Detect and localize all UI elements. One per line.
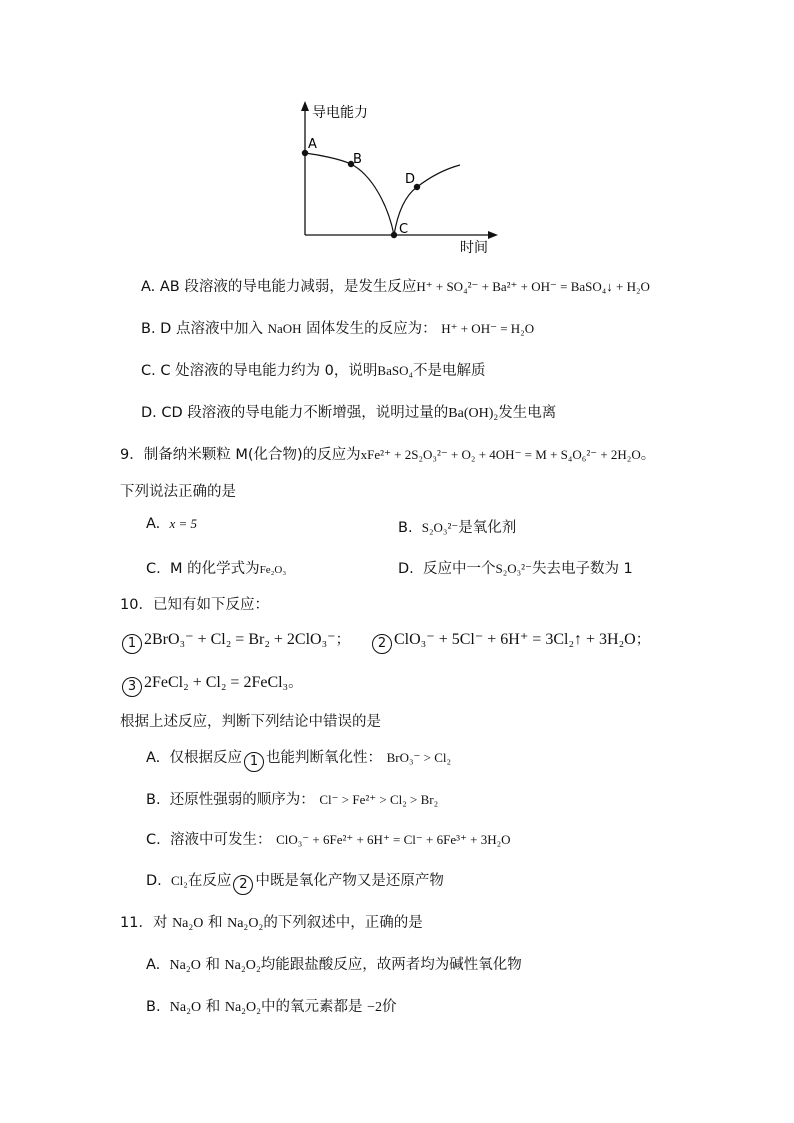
q10-option-d xyxy=(146,869,444,895)
q10-stem xyxy=(120,593,269,614)
point-c-label: C xyxy=(399,222,409,237)
option-text-2: 固体发生的反应为： xyxy=(306,321,437,337)
formula: BaSO₄ xyxy=(377,363,414,378)
circled-number-1: 1 xyxy=(122,634,142,654)
question-number: 10． xyxy=(120,597,153,613)
option-text-2: 均能跟盐酸反应，故两者均为碱性氧化物 xyxy=(260,957,522,973)
formula: Na₂O₂ xyxy=(224,958,261,973)
q10-question: 根据上述反应，判断下列结论中错误的是 xyxy=(120,714,381,730)
q11-option-b xyxy=(146,995,397,1016)
option-letter: D. xyxy=(141,405,157,421)
equation: Cl⁻ > Fe²⁺ > Cl₂ > Br₂ xyxy=(319,792,439,807)
q8-option-c xyxy=(141,359,486,380)
end-punct: ； xyxy=(635,632,651,648)
formula: Na₂O₂ xyxy=(224,1000,262,1015)
option-text: 和 xyxy=(205,957,220,973)
formula: Cl₂ xyxy=(171,873,188,888)
formula: Na₂O xyxy=(172,916,204,931)
option-text: AB 段溶液的导电能力减弱，是发生反应 xyxy=(159,279,417,295)
option-text: 反应中一个 xyxy=(423,561,496,577)
option-text: 还原性强弱的顺序为： xyxy=(169,792,315,808)
option-letter: D. xyxy=(398,561,414,577)
point-b-label: B xyxy=(353,152,362,167)
value: −2 xyxy=(367,1000,383,1015)
q10-reaction-2 xyxy=(370,628,650,654)
equation: x = 5 xyxy=(169,516,198,531)
q9-stem xyxy=(120,443,655,464)
end-punct: ； xyxy=(335,632,351,648)
end-punct: 。 xyxy=(288,675,303,691)
option-letter: D. xyxy=(146,873,162,889)
formula: Na₂O xyxy=(169,958,201,973)
option-letter: C. xyxy=(146,561,161,577)
point-a-label: A xyxy=(308,137,317,152)
circled-number-2: 2 xyxy=(233,875,253,895)
option-letter: A. xyxy=(146,750,161,766)
formula: Ba(OH)₂ xyxy=(448,406,499,421)
q10-option-c xyxy=(146,828,511,849)
option-letter: B. xyxy=(141,321,156,337)
q10-option-a xyxy=(146,746,451,772)
option-letter: A. xyxy=(146,957,161,973)
option-text-2: 中既是氧化产物又是还原产物 xyxy=(255,873,444,889)
x-axis-label: 时间 xyxy=(460,240,488,256)
question-text: 和 xyxy=(208,915,223,931)
y-axis-label: 导电能力 xyxy=(312,105,368,121)
q8-option-a xyxy=(141,275,650,296)
equation: xFe²⁺ + 2S₂O₃²⁻ + O₂ + 4OH⁻ = M + S₄O₆²⁻ + 2H₂O xyxy=(360,447,641,462)
question-text: 已知有如下反应： xyxy=(152,597,269,613)
point-c-dot xyxy=(391,232,397,238)
y-axis-arrow xyxy=(301,101,309,111)
q9-option-d xyxy=(398,557,633,578)
question-text: 制备纳米颗粒 M(化合物)的反应为 xyxy=(143,447,361,463)
x-axis-arrow xyxy=(488,231,498,239)
equation: ClO₃⁻ + 6Fe²⁺ + 6H⁺ = Cl⁻ + 6Fe³⁺ + 3H₂O xyxy=(276,832,511,847)
option-text-2: 中的氧元素都是 xyxy=(261,999,363,1015)
option-text: 和 xyxy=(205,999,221,1015)
formula: Fe₂O₃ xyxy=(259,564,287,576)
equation: H⁺ + SO₄²⁻ + Ba²⁺ + OH⁻ = BaSO₄↓ + H₂O xyxy=(416,279,650,294)
option-text: 溶液中可发生： xyxy=(169,832,272,848)
option-letter: A. xyxy=(141,279,156,295)
question-number: 11． xyxy=(120,915,153,931)
formula: Na₂O₂ xyxy=(227,916,264,931)
point-d-label: D xyxy=(405,172,416,187)
option-text: 是氧化剂 xyxy=(458,520,517,536)
q11-stem xyxy=(120,911,423,932)
equation: BrO₃⁻ > Cl₂ xyxy=(386,750,452,765)
q8-option-d xyxy=(141,401,556,422)
option-text: 在反应 xyxy=(187,873,232,889)
option-letter: C. xyxy=(141,363,156,379)
end-punct: 。 xyxy=(640,447,656,463)
option-letter: C. xyxy=(146,832,161,848)
q11-option-a xyxy=(146,953,522,974)
q8-option-b xyxy=(141,317,534,338)
question-number: 9． xyxy=(120,447,144,463)
option-letter: A. xyxy=(146,516,161,532)
q10-reaction-3 xyxy=(120,671,303,697)
option-text: CD 段溶液的导电能力不断增强，说明过量的 xyxy=(161,405,449,421)
reagent: NaOH xyxy=(267,321,302,336)
q10-option-b xyxy=(146,788,438,809)
conductivity-graph xyxy=(290,95,510,260)
option-text-2: 发生电离 xyxy=(498,405,557,421)
q9-line2: 下列说法正确的是 xyxy=(120,484,236,500)
circled-number-1: 1 xyxy=(244,752,264,772)
formula: S₂O₃²⁻ xyxy=(495,561,532,576)
option-text-3: 价 xyxy=(382,999,397,1015)
option-letter: B. xyxy=(398,520,413,536)
question-text: 的下列叙述中，正确的是 xyxy=(263,915,423,931)
q9-option-c xyxy=(146,557,286,578)
option-text-2: 失去电子数为 1 xyxy=(531,561,633,577)
question-text: 对 xyxy=(152,915,168,931)
q9-option-b xyxy=(398,516,516,537)
option-letter: B. xyxy=(146,792,161,808)
option-text: 仅根据反应 xyxy=(169,750,242,766)
option-letter: B. xyxy=(146,999,161,1015)
equation: 2BrO₃⁻ + Cl₂ = Br₂ + 2ClO₃⁻ xyxy=(144,631,336,648)
option-text: C 处溶液的导电能力约为 0，说明 xyxy=(160,363,378,379)
equation: H⁺ + OH⁻ = H₂O xyxy=(441,321,535,336)
option-text: D 点溶液中加入 xyxy=(160,321,263,337)
formula: S₂O₃²⁻ xyxy=(421,520,459,535)
formula: Na₂O xyxy=(169,1000,202,1015)
equation: ClO₃⁻ + 5Cl⁻ + 6H⁺ = 3Cl₂↑ + 3H₂O xyxy=(394,631,636,648)
q10-reaction-1 xyxy=(120,628,350,654)
q9-option-a xyxy=(146,516,197,532)
option-text-2: 不是电解质 xyxy=(413,363,486,379)
option-text-2: 也能判断氧化性： xyxy=(266,750,382,766)
circled-number-3: 3 xyxy=(122,677,142,697)
equation: 2FeCl₂ + Cl₂ = 2FeCl₃ xyxy=(144,674,289,691)
circled-number-2: 2 xyxy=(372,634,392,654)
option-text: M 的化学式为 xyxy=(169,561,260,577)
